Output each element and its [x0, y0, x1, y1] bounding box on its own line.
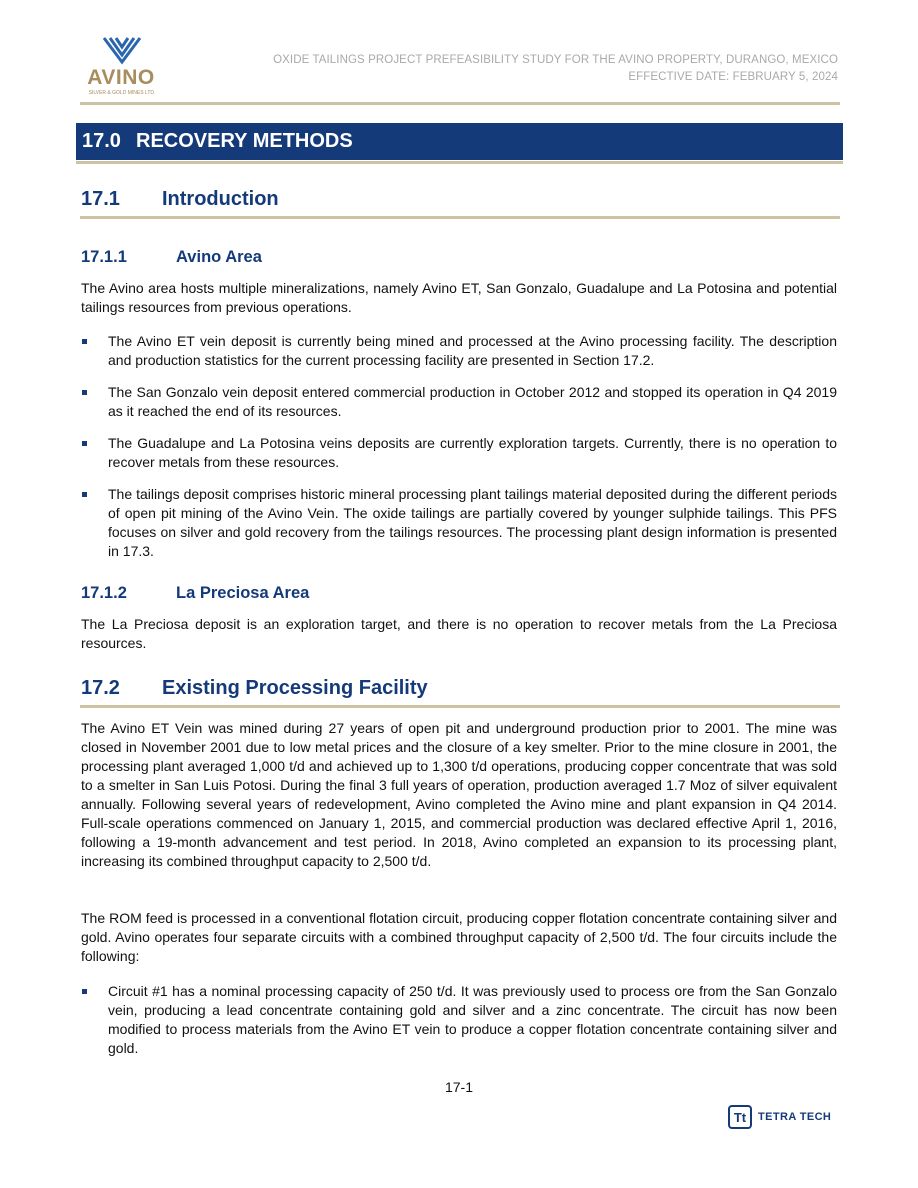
list-item-text: Circuit #1 has a nominal processing capacity of 250 t/d. It was previously used to process ore from the San Gonzalo vein, producing a lead concentrate containing gold and silver and a zinc concentrate. The circuit has now been modified to process materials from the Avino ET vein to produce a copper flotation concentrate containing silver and gold. [108, 983, 837, 1056]
paragraph: The Avino ET Vein was mined during 27 years of open pit and underground production prior to 2001. The mine was closed in November 2001 due to low metal prices and the closure of a key smelter. Prior to the mine closure in 2001, the processing plant averaged 1,000 t/d and achieved up to 1,300 t/d operations, producing copper concentrate that was sold to a smelter in San Luis Potosi. During the final 3 full years of operation, production averaged 1.7 Moz of silver equivalent annually. Following several years of redevelopment, Avino completed the Avino mine and plant expansion in Q4 2014. Full-scale operations commenced on January 1, 2015, and commercial production was declared effective April 1, 2016, following a 19-month advancement and test period. In 2018, Avino completed an expansion to its processing plant, increasing its combined throughput capacity to 2,500 t/d. [81, 720, 837, 869]
list-item-text: The tailings deposit comprises historic mineral processing plant tailings material deposited during the different periods of open pit mining of the Avino Vein. The oxide tailings are partially covered by younger sulphide tailings. This PFS focuses on silver and gold recovery from the tailings resources. The processing plant design information is presented in 17.3. [108, 486, 837, 559]
logo-wordmark: AVINO [87, 66, 155, 89]
list-item-text: The Guadalupe and La Potosina veins deposits are currently exploration targets. Currently, there is no operation to recover metals from these resources. [108, 435, 837, 470]
chapter-divider [76, 161, 843, 164]
list-item-text: The San Gonzalo vein deposit entered commercial production in October 2012 and stopped its operation in Q4 2019 as it reached the end of its resources. [108, 384, 837, 419]
logo-tagline: SILVER & GOLD MINES LTD. [88, 90, 156, 96]
section-divider [80, 705, 840, 708]
list-item-text: The Avino ET vein deposit is currently being mined and processed at the Avino processing facility. The description and production statistics for the current processing facility are presented in Section 17.2. [108, 333, 837, 368]
effective-date: EFFECTIVE DATE: FEBRUARY 5, 2024 [628, 71, 838, 83]
bullet-marker-icon [82, 390, 87, 395]
list-item [81, 485, 837, 561]
list-item [81, 332, 837, 370]
chapter-heading [76, 123, 843, 160]
bullet-marker-icon [82, 492, 87, 497]
subsection-title: Avino Area [176, 248, 262, 266]
list-item [81, 982, 837, 1058]
section-number: 17.1 [81, 188, 120, 210]
subsection-number: 17.1.2 [81, 584, 127, 602]
chapter-title: RECOVERY METHODS [136, 130, 353, 152]
avino-emblem-icon [100, 36, 144, 66]
tetra-tech-mark-icon: Tt [728, 1105, 752, 1129]
section-title: Introduction [162, 188, 279, 210]
header-divider [80, 102, 840, 105]
subsection-number: 17.1.1 [81, 248, 127, 266]
section-divider [80, 216, 840, 219]
section-number: 17.2 [81, 677, 120, 699]
tetra-tech-wordmark: TETRA TECH [758, 1111, 832, 1123]
paragraph: The Avino area hosts multiple mineralizations, namely Avino ET, San Gonzalo, Guadalupe and La Potosina and potential tailings resources from previous operations. [81, 280, 837, 315]
document-title: OXIDE TAILINGS PROJECT PREFEASIBILITY STUDY FOR THE AVINO PROPERTY, DURANGO, MEXICO [273, 54, 838, 66]
bullet-marker-icon [82, 441, 87, 446]
subsection-title: La Preciosa Area [176, 584, 310, 602]
section-title: Existing Processing Facility [162, 677, 428, 699]
paragraph: The La Preciosa deposit is an exploration target, and there is no operation to recover metals from the La Preciosa resources. [81, 616, 837, 651]
paragraph: The ROM feed is processed in a conventional flotation circuit, producing copper flotation concentrate containing silver and gold. Avino operates four separate circuits with a combined throughput capacity of 2,500 t/d. The four circuits include the following: [81, 910, 837, 964]
list-item [81, 434, 837, 472]
chapter-number: 17.0 [82, 130, 121, 152]
page-number: 17-1 [444, 1079, 474, 1095]
avino-logo [86, 36, 158, 98]
list-item [81, 383, 837, 421]
bullet-marker-icon [82, 339, 87, 344]
running-header [273, 52, 838, 86]
bullet-marker-icon [82, 989, 87, 994]
tetra-tech-logo [728, 1104, 831, 1130]
